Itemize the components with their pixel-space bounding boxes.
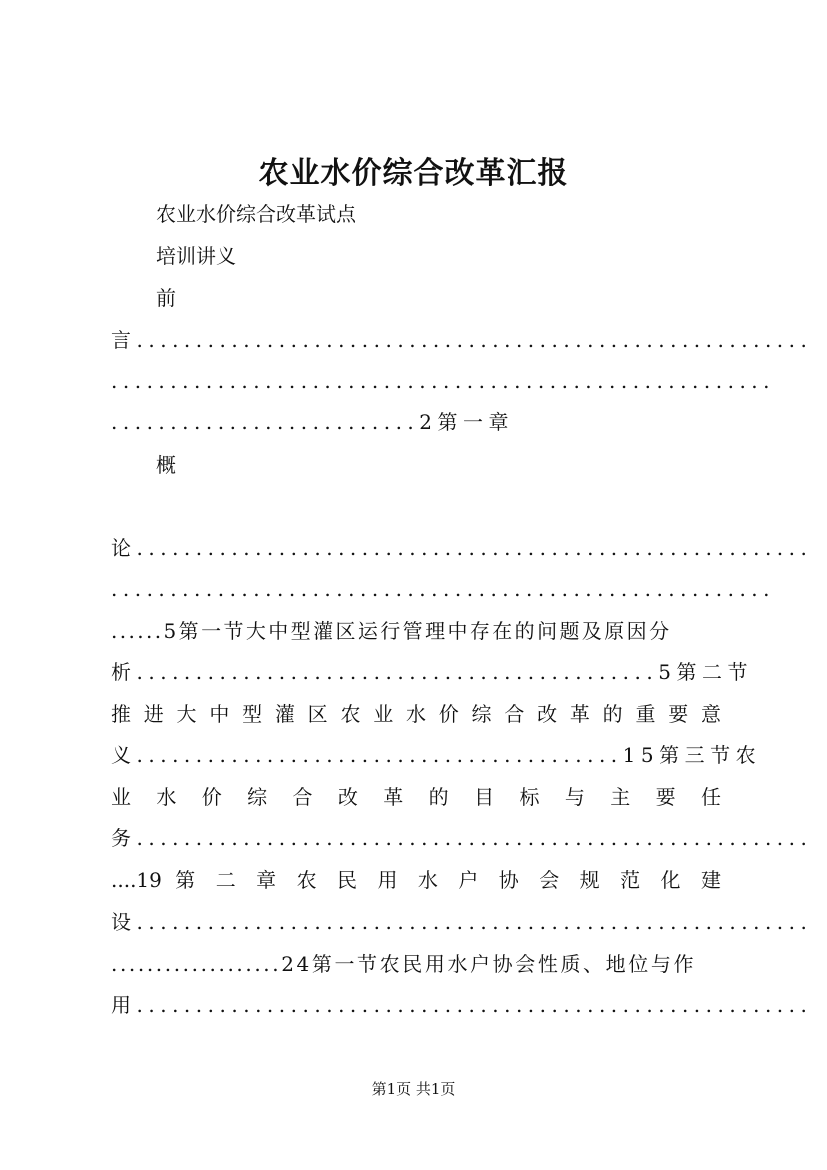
- toc-line: 论.........................................................: [111, 536, 813, 560]
- doc-line: 农业水价综合改革试点: [156, 202, 356, 226]
- toc-line: 用.........................................................: [111, 993, 813, 1017]
- doc-line: 前: [156, 286, 176, 310]
- doc-line: 概: [156, 453, 176, 477]
- toc-line: 业 水 价 综 合 改 革 的 目 标 与 主 要 任: [111, 785, 721, 809]
- toc-line: ....19 第 二 章 农 民 用 水 户 协 会 规 范 化 建: [111, 868, 721, 892]
- toc-line: ......5第一节大中型灌区运行管理中存在的问题及原因分: [111, 619, 672, 643]
- toc-line: ........................................................: [111, 577, 776, 601]
- toc-line: 务.........................................................: [111, 826, 813, 850]
- toc-line: ...................24第一节农民用水户协会性质、地位与作: [111, 952, 697, 976]
- toc-line: ........................................................: [111, 369, 776, 393]
- page-footer: 第1页 共1页: [371, 1080, 456, 1098]
- toc-line: 析............................................5第二节: [111, 660, 753, 684]
- toc-line: 义.........................................15第三节农: [111, 743, 762, 767]
- doc-line: 培训讲义: [156, 244, 236, 268]
- toc-line: 言.........................................................: [111, 328, 813, 352]
- toc-line: ..........................2第一章: [111, 410, 515, 434]
- document-title: 农业水价综合改革汇报: [258, 156, 569, 191]
- toc-line: 设.........................................................: [111, 910, 813, 934]
- toc-line: 推 进 大 中 型 灌 区 农 业 水 价 综 合 改 革 的 重 要 意: [111, 702, 721, 726]
